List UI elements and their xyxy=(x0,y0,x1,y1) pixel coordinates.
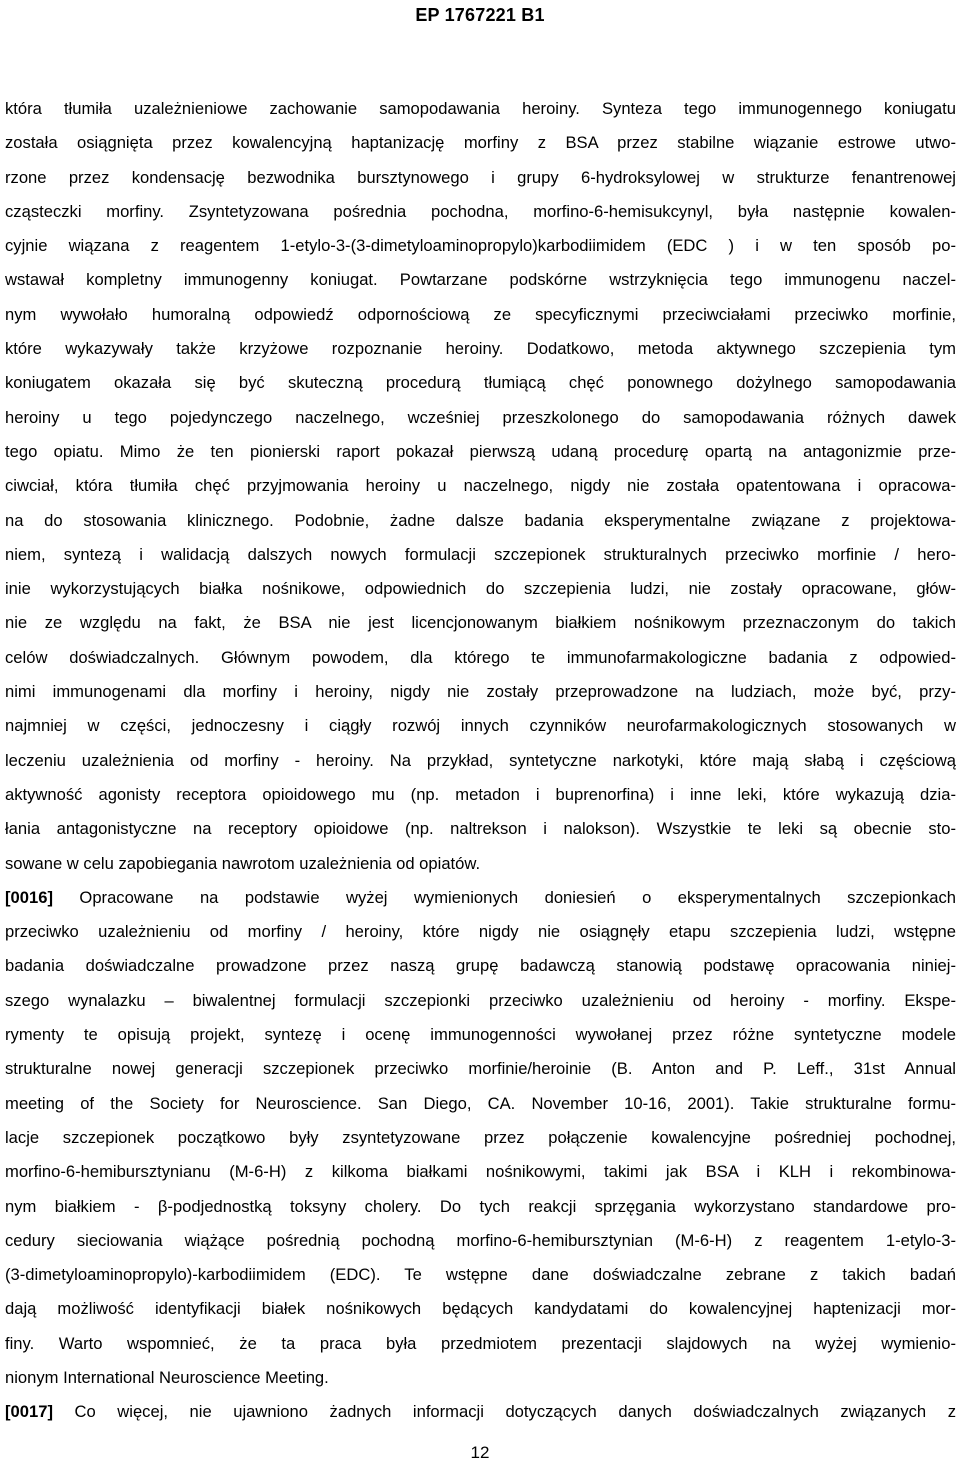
text-line: celów doświadczalnych. Głównym powodem, dla którego te immunofarmakologiczne badania z odpowied- xyxy=(5,647,956,667)
paragraph-number: [0016] xyxy=(5,887,53,907)
paragraph-number: [0017] xyxy=(5,1402,53,1422)
text-line: aktywność agonisty receptora opioidowego mu (np. metadon i buprenorfina) i inne leki, które wykazują dzia- xyxy=(5,784,956,804)
text-line: przeciwko uzależnieniu od morfiny / heroiny, które nigdy nie osiągnęły etapu szczepienia ludzi, wstępne xyxy=(5,922,956,942)
text-line: leczeniu uzależnienia od morfiny - heroiny. Na przykład, syntetyczne narkotyki, które mają słabą i częściową xyxy=(5,750,956,770)
text-line: szego wynalazku – biwalentnej formulacji szczepionki przeciwko uzależnieniu od heroiny - morfiny. Ekspe- xyxy=(5,990,956,1010)
text-line: łania antagonistyczne na receptory opioidowe (np. naltrekson i nalokson). Wszystkie te leki są obecnie sto- xyxy=(5,819,956,839)
paragraph-text: Opracowane na podstawie wyżej wymienionych doniesień o eksperymentalnych szczepionkach xyxy=(52,887,956,907)
document-body xyxy=(5,92,956,1430)
page-number: 12 xyxy=(470,1443,490,1462)
text-line: cedury sieciowania wiążące pośrednią pochodną morfino-6-hemibursztynian (M-6-H) z reagentem 1-etylo-3- xyxy=(5,1230,956,1250)
text-line: meeting of the Society for Neuroscience. San Diego, CA. November 10-16, 2001). Takie strukturalne formu- xyxy=(5,1093,956,1113)
text-line: nionym International Neuroscience Meeting. xyxy=(5,1367,329,1387)
text-line: tego opiatu. Mimo że ten pionierski raport pokazał pierwszą udaną procedurę opartą na antagonizmie prze- xyxy=(5,441,956,461)
text-line: koniugatem okazała się być skuteczną procedurą tłumiącą chęć ponownego dożylnego samopodawania xyxy=(5,373,956,393)
paragraph-0017-first-line xyxy=(5,1395,956,1429)
text-line: wstawał kompletny immunogenny koniugat. Powtarzane podskórne wstrzyknięcia tego immunogenu naczel- xyxy=(5,270,956,290)
text-line: badania doświadczalne prowadzone przez naszą grupę badawczą stanowią podstawę opracowania niniej- xyxy=(5,956,956,976)
text-line: lacje szczepionek początkowo były zsyntetyzowane przez połączenie kowalencyjne pośredniej pochodnej, xyxy=(5,1127,956,1147)
text-line: dają możliwość identyfikacji białek nośnikowych będących kandydatami do kowalencyjnej haptenizacji mor- xyxy=(5,1299,956,1319)
text-line: na do stosowania klinicznego. Podobnie, żadne dalsze badania eksperymentalne związane z projektowa- xyxy=(5,510,956,530)
text-line: nimi immunogenami dla morfiny i heroiny, nigdy nie zostały przeprowadzone na ludziach, może być, przy- xyxy=(5,682,956,702)
text-line: morfino-6-hemibursztynianu (M-6-H) z kilkoma białkami nośnikowymi, takimi jak BSA i KLH i rekombinowa- xyxy=(5,1162,956,1182)
document-header: EP 1767221 B1 xyxy=(415,5,545,25)
text-line: sowane w celu zapobiegania nawrotom uzależnienia od opiatów. xyxy=(5,853,481,873)
text-line: ciwciał, która tłumiła chęć przyjmowania heroiny u naczelnego, nigdy nie została opatentowana i opracowa- xyxy=(5,476,956,496)
text-line: heroiny u tego pojedynczego naczelnego, wcześniej przeszkolonego do samopodawania różnych dawek xyxy=(5,407,956,427)
text-line: (3-dimetyloaminopropylo)-karbodiimidem (EDC). Te wstępne dane doświadczalne zebrane z takich badań xyxy=(5,1265,956,1285)
text-line: rzone przez kondensację bezwodnika bursztynowego i grupy 6-hydroksylowej w strukturze fenantrenowej xyxy=(5,167,956,187)
text-line: cyjnie wiązana z reagentem 1-etylo-3-(3-dimetyloaminopropylo)karbodiimidem (EDC ) i w ten sposób po- xyxy=(5,236,956,256)
text-line: nym białkiem - β-podjednostką toksyny cholery. Do tych reakcji sprzęgania wykorzystano standardowe pro- xyxy=(5,1196,956,1216)
text-line: nie ze względu na fakt, że BSA nie jest licencjonowanym białkiem nośnikowym przeznaczonym do takich xyxy=(5,613,956,633)
paragraph-0016-first-line xyxy=(5,881,956,915)
text-line: niem, syntezą i walidacją dalszych nowych formulacji szczepionek strukturalnych przeciwko morfinie / hero- xyxy=(5,544,956,564)
text-line: została osiągnięta przez kowalencyjną haptanizację morfiny z BSA przez stabilne wiązanie estrowe utwo- xyxy=(5,133,956,153)
text-line: strukturalne nowej generacji szczepionek przeciwko morfinie/heroinie (B. Anton and P. Leff., 31st Annual xyxy=(5,1059,956,1079)
text-line: cząsteczki morfiny. Zsyntetyzowana pośrednia pochodna, morfino-6-hemisukcynyl, była następnie kowalen- xyxy=(5,201,956,221)
text-line: nym wywołało humoralną odpowiedź odpornościową ze specyficznymi przeciwciałami przeciwko morfinie, xyxy=(5,304,956,324)
text-line: finy. Warto wspomnieć, że ta praca była przedmiotem prezentacji slajdowych na wyżej wymienio- xyxy=(5,1333,956,1353)
text-line: która tłumiła uzależnieniowe zachowanie samopodawania heroiny. Synteza tego immunogennego koniugatu xyxy=(5,99,956,118)
text-line: inie wykorzystujących białka nośnikowe, odpowiednich do szczepienia ludzi, nie zostały opracowane, głów- xyxy=(5,579,956,599)
paragraph-text: Co więcej, nie ujawniono żadnych informacji dotyczących danych doświadczalnych związanych z xyxy=(52,1402,956,1422)
text-line: rymenty te opisują projekt, syntezę i ocenę immunogenności wywołanej przez różne syntetyczne modele xyxy=(5,1025,956,1045)
text-line: które wykazywały także krzyżowe rozpoznanie heroiny. Dodatkowo, metoda aktywnego szczepienia tym xyxy=(5,339,956,359)
text-line: najmniej w części, jednoczesny i ciągły rozwój innych czynników neurofarmakologicznych stosowanych w xyxy=(5,716,956,736)
